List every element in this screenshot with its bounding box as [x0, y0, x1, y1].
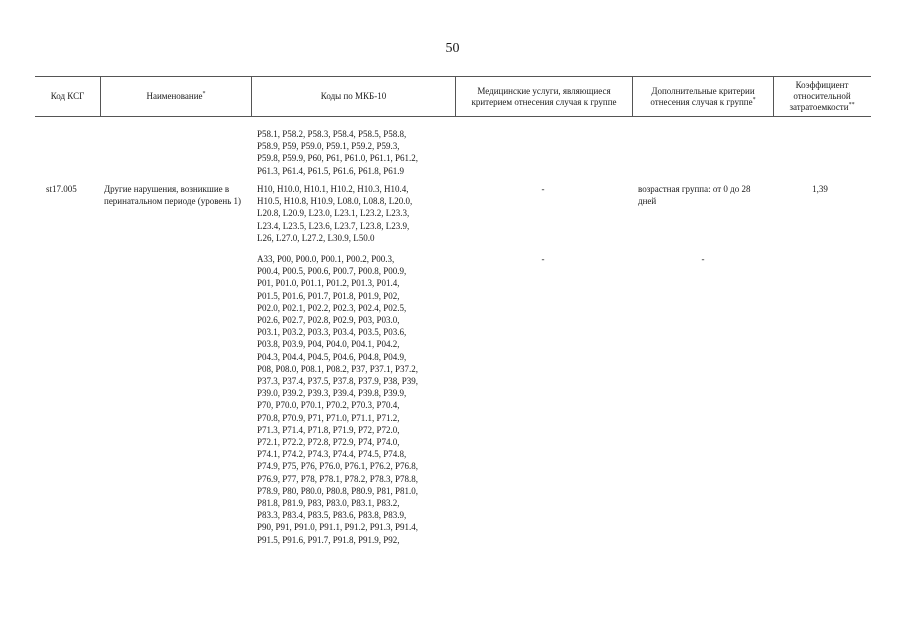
header-criteria-note: * — [752, 96, 756, 103]
header-coefficient — [776, 77, 868, 116]
row-criteria-1: возрастная группа: от 0 до 28 дней — [638, 184, 751, 207]
header-code-ksg — [35, 77, 100, 116]
header-services — [466, 77, 622, 116]
table-header-border — [35, 116, 871, 117]
row-codes-block-1: H10, H10.0, H10.1, H10.2, H10.3, H10.4, H10.5, H10.8, H10.9, L08.0, L08.8, L20.0, L20.8, L20.9, L23.0, L23.1, L23.2, L23.3, L23.4, L23.5, L23.6, L23.7, L23.8, L23.9, L26, L27.0, L27.2, L30.9, L50.0 — [257, 184, 413, 243]
header-coefficient-text — [776, 80, 868, 113]
column-divider — [773, 76, 774, 117]
page-number: 50 — [445, 41, 460, 56]
column-divider — [455, 76, 456, 117]
header-name-label: Наименование — [146, 91, 203, 101]
header-services-label: Медицинские услуги, являющиеся критерием отнесения случая к группе — [471, 85, 617, 107]
header-criteria-text — [636, 86, 770, 108]
column-divider — [632, 76, 633, 117]
row-criteria-2: - — [701, 254, 705, 264]
row-codes-block-2: A33, P00, P00.0, P00.1, P00.2, P00.3, P00.4, P00.5, P00.6, P00.7, P00.8, P00.9, P01, P01.0, P01.1, P01.2, P01.3, P01.4, P01.5, P01.6, P01.7, P01.8, P01.9, P02, P02.0, P02.1, P02.2, P02.3, P02.4, P02.5, P02.6, P02.7, P02.8, P02.9, P03, P03.0, P03.1, P03.2, P03.3, P03.4, P03.5, P03.6, P03.8, P03.9, P04, P04.0, P04.1, P04.2, P04.3, P04.4, P04.5, P04.6, P04.8, P04.9, P08, P08.0, P08.1, P08.2, P37, P37.1, P37.2, P37.3, P37.4, P37.5, P37.8, P37.9, P38, P39, P39.0, P39.2, P39.3, P39.4, P39.8, P39.9, P70, P70.0, P70.1, P70.2, P70.3, P70.4, P70.8, P70.9, P71, P71.0, P71.1, P71.2, P71.3, P71.4, P71.8, P71.9, P72, P72.0, P72.1, P72.2, P72.8, P72.9, P74, P74.0, P74.1, P74.2, P74.3, P74.4, P74.5, P74.8, P74.9, P75, P76, P76.0, P76.1, P76.2, P76.8, P76.9, P77, P78, P78.1, P78.2, P78.3, P78.8, P78.9, P80, P80.0, P80.8, P80.9, P81, P81.0, P81.8, P81.9, P83, P83.0, P83.1, P83.2, P83.3, P83.4, P83.5, P83.6, P83.8, P83.9, P90, P91, P91.0, P91.1, P91.2, P91.3, P91.4, P91.5, P91.6, P91.7, P91.8, P91.9, P92, — [257, 254, 419, 545]
row-services-2: - — [541, 254, 545, 264]
header-mkb-codes — [252, 77, 455, 116]
header-code-ksg-label: Код КСГ — [50, 91, 85, 101]
header-name — [101, 77, 251, 116]
row-code: st17.005 — [46, 184, 77, 194]
header-mkb-codes-label: Коды по МКБ-10 — [320, 91, 387, 101]
header-name-text — [146, 91, 205, 102]
continuation-codes: P58.1, P58.2, P58.3, P58.4, P58.5, P58.8, P58.9, P59, P59.0, P59.1, P59.2, P59.3, P59.8, P59.9, P60, P61, P61.0, P61.1, P61.2, P61.3, P61.4, P61.5, P61.6, P61.8, P61.9 — [257, 129, 419, 176]
header-criteria — [636, 77, 770, 116]
row-services-1: - — [541, 184, 545, 194]
header-coefficient-note: ** — [848, 102, 855, 108]
header-criteria-label: Дополнительные критерии отнесения случая к группе — [650, 85, 755, 107]
header-coefficient-label: Коэффициент относительной затратоемкости — [789, 80, 851, 112]
header-name-note: * — [202, 91, 206, 97]
row-coefficient: 1,39 — [812, 184, 828, 194]
row-name: Другие нарушения, возникшие в перинатальном периоде (уровень 1) — [104, 184, 242, 207]
